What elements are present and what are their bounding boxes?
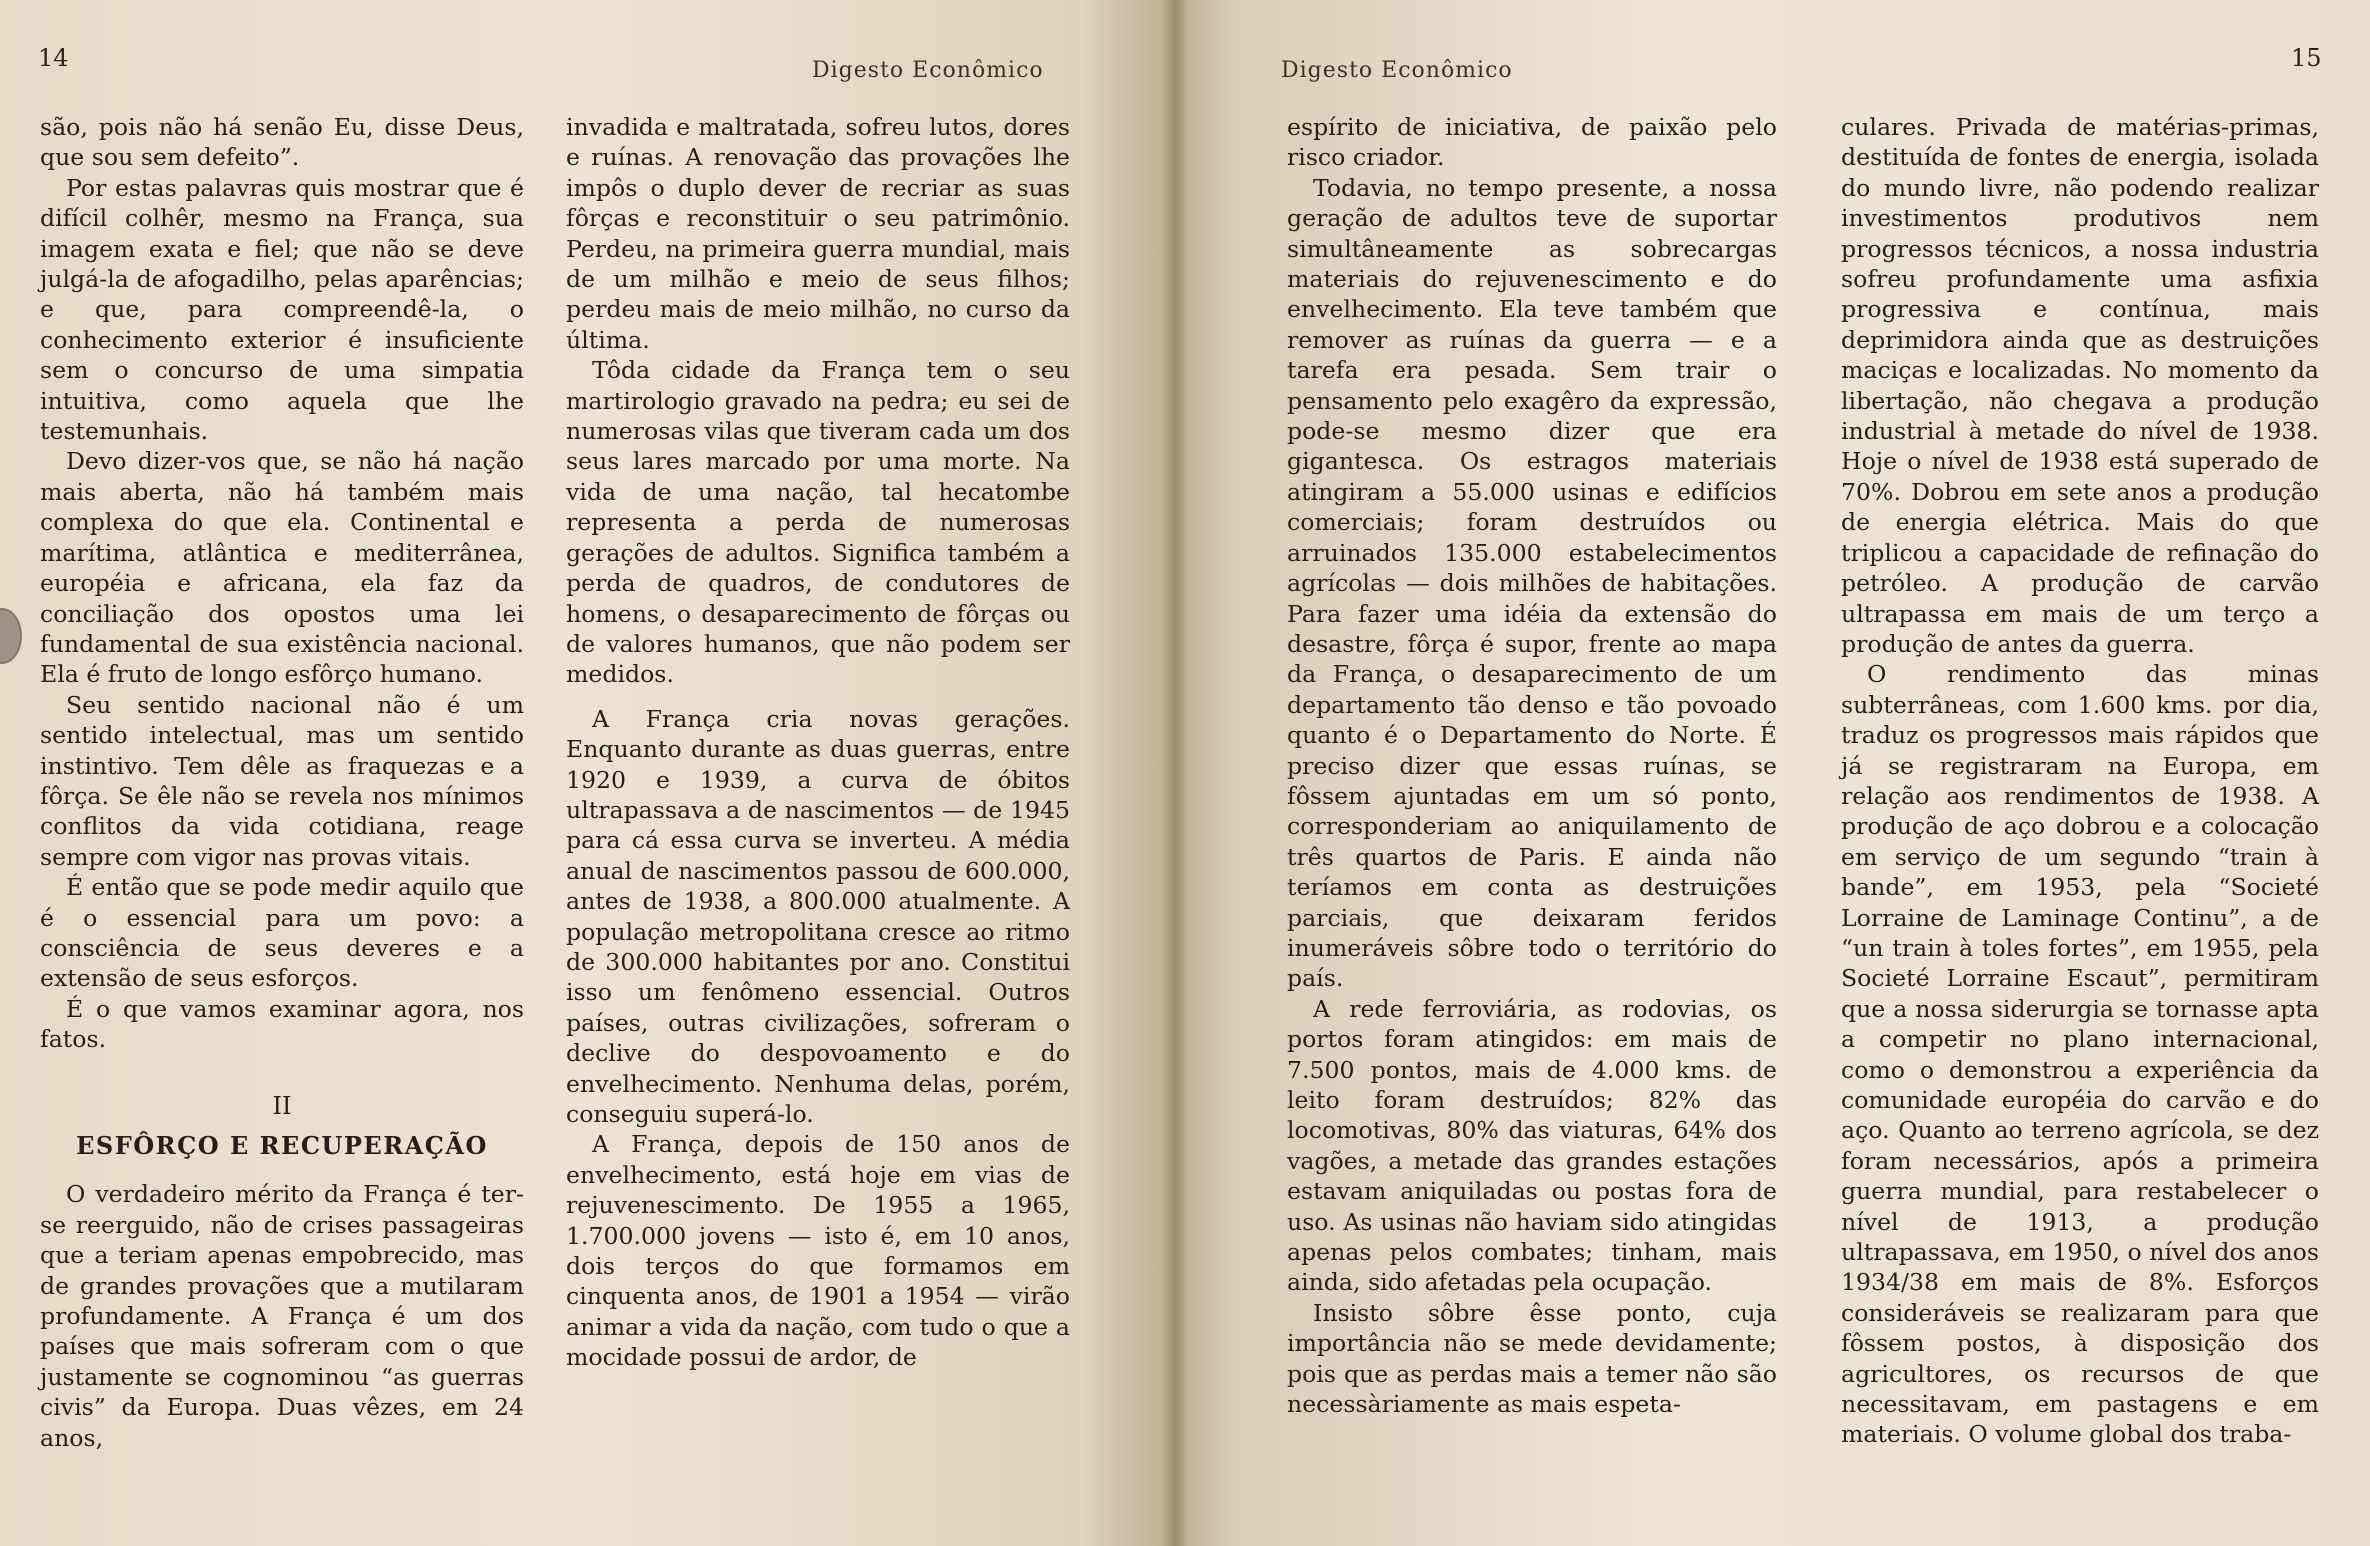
- paragraph: Devo dizer-vos que, se não há nação mais aberta, não há também mais complexa do que ela. Continental e marítima, atlântica e mediterrânea, européia e africana, ela faz da conciliação dos opostos uma lei fundamental de sua existência nacional. Ela é fruto de longo esfôrço humano.: [40, 447, 524, 689]
- paragraph: são, pois não há senão Eu, disse Deus, que sou sem defeito”.: [40, 113, 524, 172]
- paragraph: Tôda cidade da França tem o seu martirologio gravado na pedra; eu sei de numerosas vilas que tiveram cada um dos seus lares marcado por uma morte. Na vida de uma nação, tal hecatombe representa a perda de numerosas gerações de adultos. Significa também a perda de quadros, de condutores de homens, o desaparecimento de fôrças ou de valores humanos, que não podem ser medidos.: [566, 356, 1070, 689]
- paragraph: Seu sentido nacional não é um sentido intelectual, mas um sentido instintivo. Tem dêle as fraquezas e a fôrça. Se êle não se revela nos mínimos conflitos da vida cotidiana, reage sempre com vigor nas provas vitais.: [40, 690, 524, 871]
- paragraph: A rede ferroviária, as rodovias, os portos foram atingidos: em mais de 7.500 pontos, mais de 4.000 kms. de leito foram destruídos; 82% das locomotivas, 80% das viaturas, 64% dos vagões, a metade das grandes estações estavam aniquiladas ou postas fora de uso. As usinas não haviam sido atingidas apenas pelos combates; tinham, mais ainda, sido afetadas pela ocupação.: [1287, 994, 1777, 1297]
- paragraph: A França cria novas gerações. Enquanto durante as duas guerras, entre 1920 e 1939, a curva de óbitos ultrapassava a de nascimentos — de 1945 para cá essa curva se inverteu. A média anual de nascimentos passou de 600.000, antes de 1938, a 800.000 atualmente. A população metropolitana cresce ao ritmo de 300.000 habitantes por ano. Constitui isso um fenômeno essencial. Outros países, outras civilizações, sofreram o declive do despovoamento e do envelhecimento. Nenhuma delas, porém, conseguiu superá-lo.: [566, 704, 1070, 1128]
- right-page: [1175, 0, 2370, 1546]
- page-number: 15: [2291, 44, 2322, 72]
- paragraph: A França, depois de 150 anos de envelhecimento, está hoje em vias de rejuvenescimento. De 1955 a 1965, 1.700.000 jovens — isto é, em 10 anos, dois terços do que formamos em cinquenta anos, de 1901 a 1954 — virão animar a vida da nação, com tudo o que a mocidade possui de ardor, de: [566, 1130, 1070, 1372]
- binding-hole: [0, 608, 22, 664]
- running-head: Digesto Econômico: [1281, 58, 1513, 83]
- right-column-1: [1287, 112, 1777, 1419]
- left-page: [0, 0, 1175, 1546]
- paragraph: O verdadeiro mérito da França é ter-se reerguido, não de crises passageiras que a teriam apenas empobrecido, mas de grandes provações que a mutilaram profundamente. A França é um dos países que mais sofreram com o que justamente se cognominou “as guerras civis” da Europa. Duas vêzes, em 24 anos,: [40, 1180, 524, 1452]
- paragraph: O rendimento das minas subterrâneas, com 1.600 kms. por dia, traduz os progressos mais rápidos que já se registraram na Europa, em relação aos rendimentos de 1938. A produção de aço dobrou e a colocação em serviço de um segundo “train à bande”, em 1953, pela “Societé Lorraine de Laminage Continu”, a de “un train à toles fortes”, em 1955, pela Societé Lorraine Escaut”, permitiram que a nossa siderurgia se tornasse apta a competir no plano internacional, como o demonstrou a experiência da comunidade européia do carvão e do aço. Quanto ao terreno agrícola, se dez foram necessários, após a primeira guerra mundial, para restabelecer o nível de 1913, a produção ultrapassava, em 1950, o nível dos anos 1934/38 em mais de 8%. Esforços consideráveis se realizaram para que fôssem postos, à disposição dos agricultores, os recursos de que necessitavam, em pastagens e em materiais. O volume global dos traba-: [1841, 660, 2319, 1449]
- paragraph: espírito de iniciativa, de paixão pelo risco criador.: [1287, 113, 1777, 172]
- paragraph: É o que vamos examinar agora, nos fatos.: [40, 994, 524, 1054]
- section-title: ESFÔRÇO E RECUPERAÇÃO: [76, 1131, 488, 1160]
- paragraph: culares. Privada de matérias-primas, destituída de fontes de energia, isolada do mundo livre, não podendo realizar investimentos produtivos nem progressos técnicos, a nossa industria sofreu profundamente uma asfixia progressiva e contínua, mais deprimidora ainda que as destruições maciças e localizadas. No momento da libertação, não chegava a produção industrial à metade do nível de 1938. Hoje o nível de 1938 está superado de 70%. Dobrou em sete anos a produção de energia elétrica. Mais do que triplicou a capacidade de refinação do petróleo. A produção de carvão ultrapassa em mais de um terço a produção de antes da guerra.: [1841, 113, 2319, 658]
- paragraph: É então que se pode medir aquilo que é o essencial para um povo: a consciência de seus deveres e a extensão de seus esforços.: [40, 873, 524, 993]
- paragraph: invadida e maltratada, sofreu lutos, dores e ruínas. A renovação das provações lhe impôs o duplo dever de recriar as suas fôrças e reconstituir o seu patrimônio. Perdeu, na primeira guerra mundial, mais de um milhão e meio de seus filhos; perdeu mais de meio milhão, no curso da última.: [566, 113, 1070, 354]
- right-column-2: [1841, 112, 2319, 1450]
- book-spine-shadow: [1162, 0, 1188, 1546]
- paragraph: Por estas palavras quis mostrar que é difícil colhêr, mesmo na França, sua imagem exata e fiel; que não se deve julgá-la de afogadilho, pelas aparências; e que, para compreendê-la, o conhecimento exterior é insuficiente sem o concurso de uma simpatia intuitiva, como aquela que lhe testemunhais.: [40, 173, 524, 446]
- running-head: Digesto Econômico: [812, 58, 1044, 83]
- left-column-1: [40, 112, 524, 1453]
- paragraph: Todavia, no tempo presente, a nossa geração de adultos teve de suportar simultâneamente as sobrecargas materiais do rejuvenescimento e do envelhecimento. Ela teve também que remover as ruínas da guerra — e a tarefa era pesada. Sem trair o pensamento pelo exagêro da expressão, pode-se mesmo dizer que era gigantesca. Os estragos materiais atingiram a 55.000 usinas e edifícios comerciais; foram destruídos ou arruinados 135.000 estabelecimentos agrícolas — dois milhões de habitações. Para fazer uma idéia da extensão do desastre, fôrça é supor, frente ao mapa da França, o desaparecimento de um departamento tão denso e tão povoado quanto é o Departamento do Norte. É preciso dizer que essas ruínas, se fôssem ajuntadas em um só ponto, corresponderiam ao aniquilamento de três quartos de Paris. E ainda não teríamos em conta as destruições parciais, que deixaram feridos inumeráveis sôbre todo o território do país.: [1287, 173, 1777, 993]
- section-number: II: [272, 1091, 292, 1120]
- page-number: 14: [38, 44, 69, 72]
- paragraph: Insisto sôbre êsse ponto, cuja importância não se mede devidamente; pois que as perdas mais a temer não são necessàriamente as mais espeta-: [1287, 1298, 1777, 1419]
- left-column-2: [566, 112, 1070, 1373]
